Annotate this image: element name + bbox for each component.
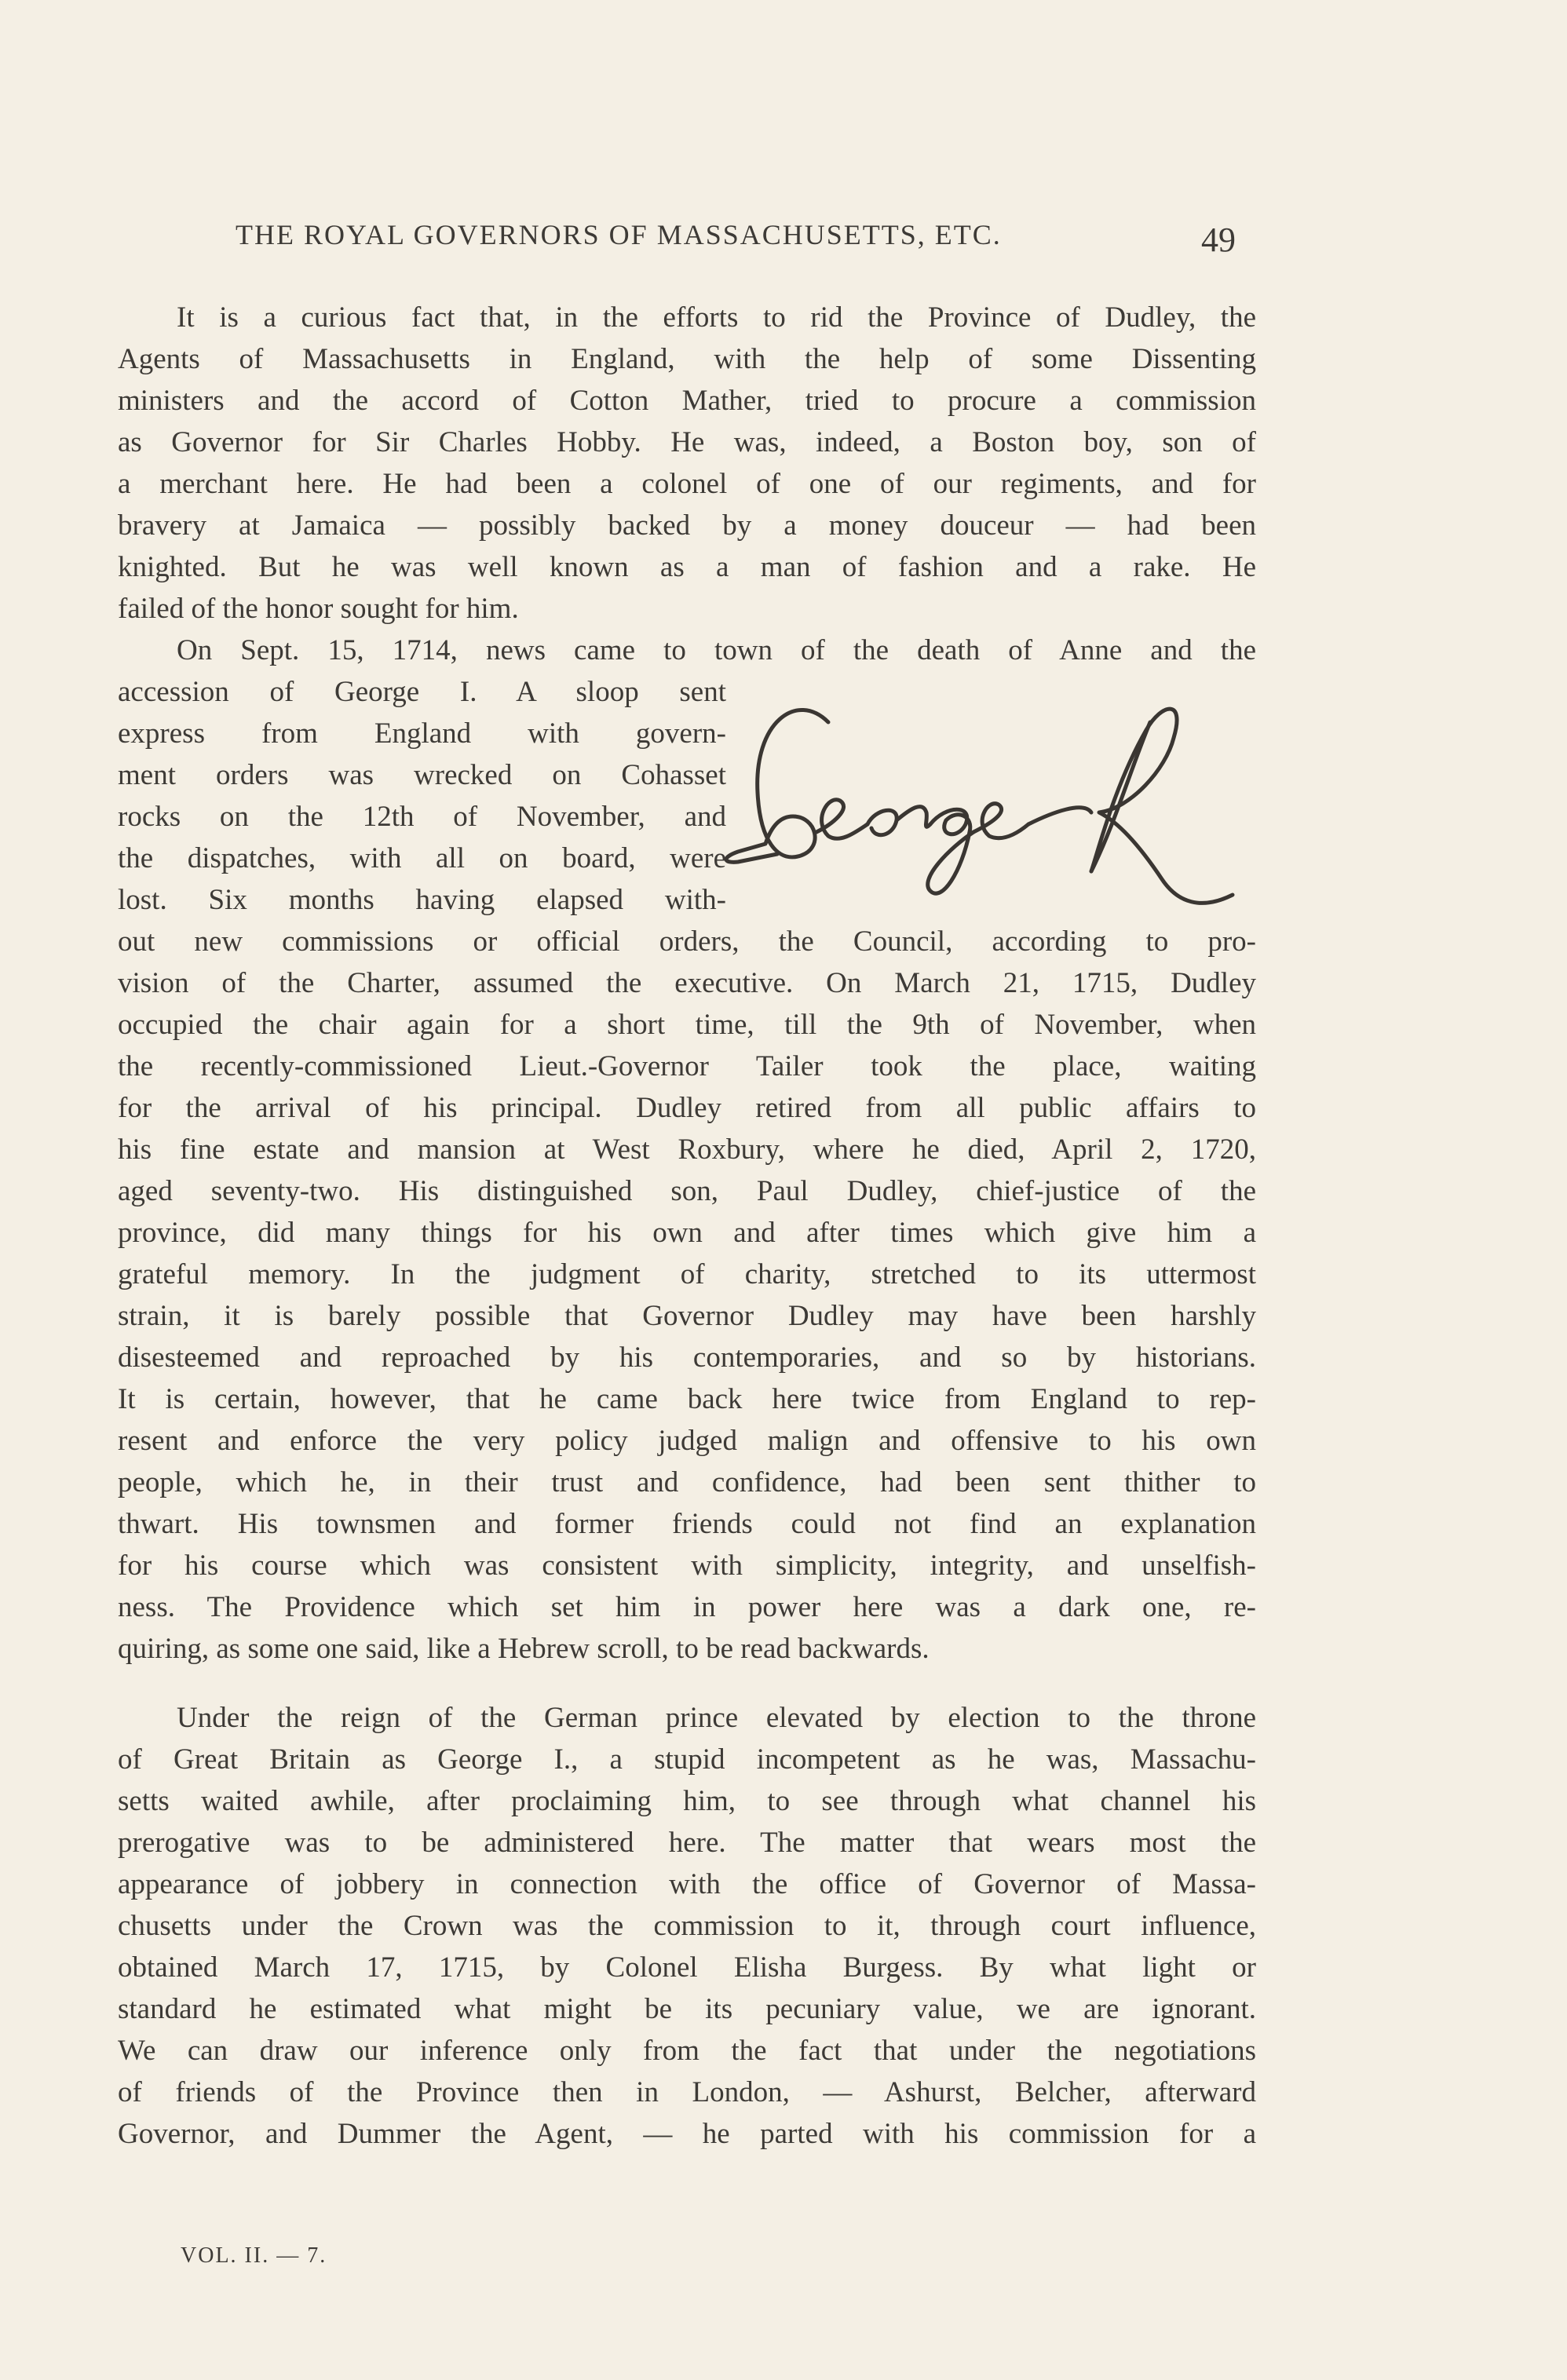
text-line: We can draw our inference only from the fact that under the negotiations <box>118 2035 1256 2067</box>
text-line: ness. The Providence which set him in power here was a dark one, re- <box>118 1591 1256 1623</box>
text-line: standard he estimated what might be its pecuniary value, we are ignorant. <box>118 1993 1256 2025</box>
text-line: of friends of the Province then in London, — Ashurst, Belcher, afterward <box>118 2076 1256 2108</box>
signature-mark: VOL. II. — 7. <box>181 2243 327 2268</box>
text-line: appearance of jobbery in connection with the office of Governor of Massa- <box>118 1868 1256 1900</box>
text-line: resent and enforce the very policy judged malign and offensive to his own <box>118 1425 1256 1457</box>
text-line: quiring, as some one said, like a Hebrew scroll, to be read backwards. <box>118 1633 930 1665</box>
text-line: out new commissions or official orders, the Council, according to pro- <box>118 925 1256 958</box>
text-line: people, which he, in their trust and confidence, had been sent thither to <box>118 1466 1256 1498</box>
text-line: ment orders was wrecked on Cohasset <box>118 759 726 791</box>
text-line: of Great Britain as George I., a stupid incompetent as he was, Massachu- <box>118 1743 1256 1776</box>
text-line: express from England with govern- <box>118 717 726 750</box>
text-line: rocks on the 12th of November, and <box>118 801 726 833</box>
text-line: as Governor for Sir Charles Hobby. He was, indeed, a Boston boy, son of <box>118 426 1256 458</box>
text-line: ministers and the accord of Cotton Mather, tried to procure a commission <box>118 385 1256 417</box>
text-line: Agents of Massachusetts in England, with the help of some Dissenting <box>118 343 1256 375</box>
text-line: bravery at Jamaica — possibly backed by a money douceur — had been <box>118 509 1256 542</box>
text-line: failed of the honor sought for him. <box>118 593 519 625</box>
text-line: Under the reign of the German prince elevated by election to the throne <box>177 1702 1256 1734</box>
text-line: prerogative was to be administered here. The matter that wears most the <box>118 1827 1256 1859</box>
text-line: It is certain, however, that he came back here twice from England to rep- <box>118 1383 1256 1415</box>
george-signature <box>722 675 1272 942</box>
text-line: aged seventy-two. His distinguished son, Paul Dudley, chief-justice of the <box>118 1175 1256 1207</box>
text-line: for his course which was consistent with simplicity, integrity, and unselfish- <box>118 1550 1256 1582</box>
text-line: lost. Six months having elapsed with- <box>118 884 726 916</box>
text-line: thwart. His townsmen and former friends could not find an explanation <box>118 1508 1256 1540</box>
text-line: knighted. But he was well known as a man of fashion and a rake. He <box>118 551 1256 583</box>
text-line: Governor, and Dummer the Agent, — he parted with his commission for a <box>118 2118 1256 2150</box>
text-line: grateful memory. In the judgment of charity, stretched to its uttermost <box>118 1258 1256 1290</box>
text-line: the recently-commissioned Lieut.-Governor Tailer took the place, waiting <box>118 1050 1256 1082</box>
text-line: province, did many things for his own and after times which give him a <box>118 1217 1256 1249</box>
text-line: his fine estate and mansion at West Roxbury, where he died, April 2, 1720, <box>118 1133 1256 1166</box>
running-head: THE ROYAL GOVERNORS OF MASSACHUSETTS, ETC. <box>236 219 1002 250</box>
text-line: It is a curious fact that, in the efforts to rid the Province of Dudley, the <box>177 301 1256 334</box>
text-line: obtained March 17, 1715, by Colonel Elisha Burgess. By what light or <box>118 1951 1256 1984</box>
page-number: 49 <box>1201 221 1236 259</box>
text-line: strain, it is barely possible that Governor Dudley may have been harshly <box>118 1300 1256 1332</box>
text-line: accession of George I. A sloop sent <box>118 676 726 708</box>
text-line: On Sept. 15, 1714, news came to town of the death of Anne and the <box>177 634 1256 666</box>
text-line: occupied the chair again for a short time, till the 9th of November, when <box>118 1009 1256 1041</box>
text-line: the dispatches, with all on board, were <box>118 842 726 874</box>
text-line: for the arrival of his principal. Dudley retired from all public affairs to <box>118 1092 1256 1124</box>
text-line: chusetts under the Crown was the commission to it, through court influence, <box>118 1910 1256 1942</box>
text-line: disesteemed and reproached by his contemporaries, and so by historians. <box>118 1341 1256 1374</box>
text-line: a merchant here. He had been a colonel of one of our regiments, and for <box>118 468 1256 500</box>
text-line: vision of the Charter, assumed the executive. On March 21, 1715, Dudley <box>118 967 1256 999</box>
text-line: setts waited awhile, after proclaiming him, to see through what channel his <box>118 1785 1256 1817</box>
